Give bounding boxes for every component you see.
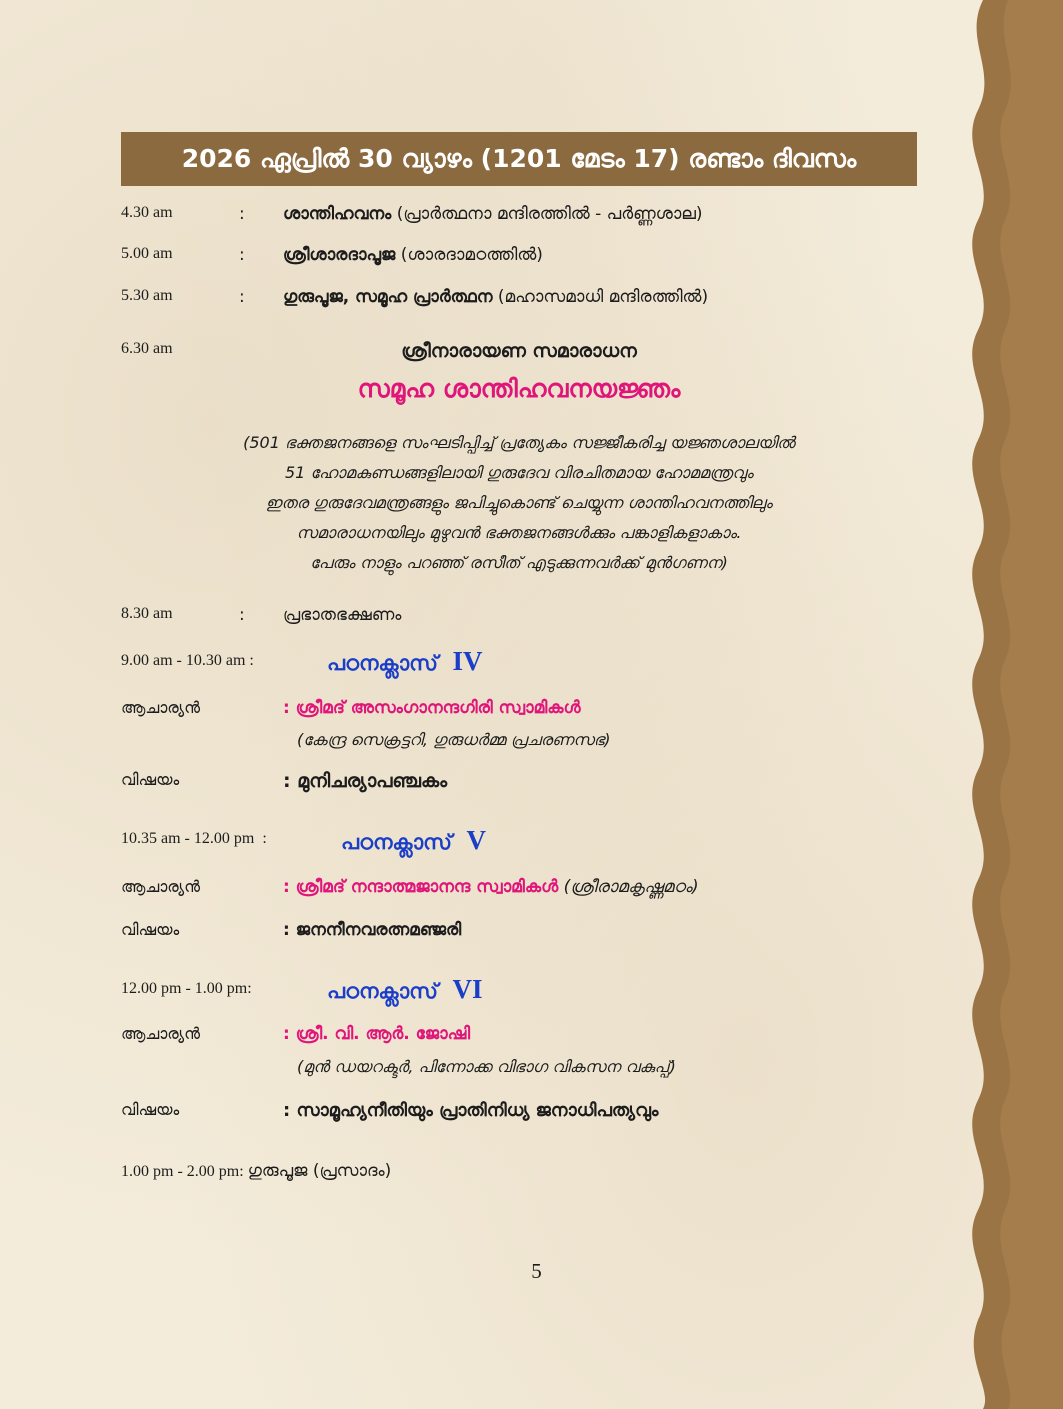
acharya-note: (മുൻ ഡയറക്ടർ, പിന്നോക്ക വിഭാഗ വികസന വകുപ്പ്) <box>297 1057 676 1076</box>
decorative-right-border <box>953 0 1063 1409</box>
note-line: 51 ഹോമകുണ്ഡങ്ങളിലായി ഗുരുദേവ വിരചിതമായ ഹോമമന്ത്രവും <box>284 463 754 482</box>
event-title: ഗുരുപൂജ, സമൂഹ പ്രാർത്ഥന <box>283 287 493 307</box>
acharya-note: (ശ്രീരാമകൃഷ്ണമഠം) <box>563 877 699 897</box>
class-number: VI <box>452 974 483 1004</box>
note-line: പേരും നാളും പറഞ്ഞ് രസീത് എടുക്കുന്നവർക്ക് മുൻഗണന) <box>310 553 728 572</box>
time-label <box>121 1161 391 1181</box>
subject-name: സാമൂഹ്യനീതിയും പ്രാതിനിധ്യ ജനാധിപത്യവും <box>296 1100 659 1121</box>
class-number: V <box>466 825 487 855</box>
colon: : <box>239 245 245 265</box>
colon: : <box>249 652 254 669</box>
colon: : <box>247 980 252 997</box>
acharya-label: ആചാര്യൻ <box>121 877 201 896</box>
subject-text: : സാമൂഹ്യനീതിയും പ്രാതിനിധ്യ ജനാധിപത്യവും <box>283 1100 659 1121</box>
time-label <box>121 652 254 670</box>
colon: : <box>239 605 245 625</box>
acharya-name-text: ശ്രീമദ് അസംഗാനന്ദഗിരി സ്വാമികൾ <box>295 698 581 718</box>
event-text <box>283 204 703 224</box>
time-label <box>121 980 252 998</box>
time-label: 6.30 am <box>121 340 173 357</box>
note-line: ഇതര ഗുരുദേവമന്ത്രങ്ങളും ജപിച്ചുകൊണ്ട് ചെയ്യുന്ന ശാന്തിഹവനത്തിലും <box>265 493 773 512</box>
event-detail: (മഹാസമാധി മന്ദിരത്തിൽ) <box>497 287 709 307</box>
acharya-name: : ശ്രീ. വി. ആർ. ജോഷി <box>283 1024 471 1044</box>
class-number: IV <box>452 646 483 676</box>
page-number: 5 <box>531 1259 542 1283</box>
colon: : <box>239 204 245 224</box>
time-label: 5.00 am <box>121 245 173 262</box>
subject-label: വിഷയം <box>121 1100 180 1119</box>
time-text: 12.00 pm - 1.00 pm <box>121 980 248 997</box>
event-detail: (പ്രാർത്ഥനാ മന്ദിരത്തിൽ - പർണ്ണശാല) <box>396 204 703 224</box>
subject-text: : ജനനീനവരത്നമഞ്ജരി <box>283 920 462 940</box>
subject-label: വിഷയം <box>121 920 180 939</box>
colon: : <box>239 1163 244 1180</box>
acharya-name-text: ശ്രീമദ് നന്ദാത്മജാനന്ദ സ്വാമികൾ <box>295 877 559 897</box>
subject-label: വിഷയം <box>121 770 180 789</box>
event-text <box>283 245 543 265</box>
time-text: 9.00 am - 10.30 am <box>121 652 246 669</box>
acharya-label: ആചാര്യൻ <box>121 698 201 717</box>
samaradhana-subtitle: സമൂഹ ശാന്തിഹവനയജ്ഞം <box>357 374 681 403</box>
colon: : <box>239 287 245 307</box>
class-title <box>341 825 486 856</box>
subject-name: മുനിചര്യാപഞ്ചകം <box>297 770 448 792</box>
samaradhana-note <box>121 428 917 578</box>
day-header: 2026 ഏപ്രിൽ 30 വ്യാഴം (1201 മേടം 17) രണ്ടാം ദിവസം <box>121 132 917 186</box>
class-title <box>327 974 483 1005</box>
colon: : <box>262 830 267 847</box>
acharya-name: : ശ്രീമദ് നന്ദാത്മജാനന്ദ സ്വാമികൾ (ശ്രീരാമകൃഷ്ണമഠം) <box>283 877 699 897</box>
time-label: 5.30 am <box>121 287 173 304</box>
class-label: പഠനക്ലാസ് <box>327 979 438 1003</box>
event-title: പ്രഭാതഭക്ഷണം <box>283 605 402 625</box>
subject-text: : മുനിചര്യാപഞ്ചകം <box>283 770 448 792</box>
acharya-name-text: ശ്രീ. വി. ആർ. ജോഷി <box>295 1024 471 1044</box>
samaradhana-title: ശ്രീനാരായണ സമാരാധന <box>401 340 637 362</box>
time-text: 1.00 pm - 2.00 pm <box>121 1163 240 1180</box>
class-label: പഠനക്ലാസ് <box>327 651 438 675</box>
subject-name: ജനനീനവരത്നമഞ്ജരി <box>295 920 462 940</box>
time-label <box>121 830 267 848</box>
event-title: ശ്രീശാരദാപൂജ <box>283 245 396 265</box>
note-line: സമാരാധനയിലും മുഴുവൻ ഭക്തജനങ്ങൾക്കും പങ്കാളികളാകാം. <box>296 523 742 542</box>
acharya-label: ആചാര്യൻ <box>121 1024 201 1043</box>
event-title: ഗുരുപൂജ (പ്രസാദം) <box>247 1161 392 1181</box>
event-text <box>283 287 708 307</box>
class-title <box>327 646 483 677</box>
acharya-name: : ശ്രീമദ് അസംഗാനന്ദഗിരി സ്വാമികൾ <box>283 698 581 718</box>
class-label: പഠനക്ലാസ് <box>341 830 452 854</box>
time-text: 10.35 am - 12.00 pm <box>121 830 255 847</box>
event-title: ശാന്തിഹവനം <box>283 204 392 224</box>
note-line: (501 ഭക്തജനങ്ങളെ സംഘടിപ്പിച്ച് പ്രത്യേകം സജ്ജീകരിച്ച യജ്ഞശാലയിൽ <box>243 433 795 452</box>
time-label: 4.30 am <box>121 204 173 221</box>
event-detail: (ശാരദാമഠത്തിൽ) <box>400 245 543 265</box>
time-label: 8.30 am <box>121 605 173 622</box>
acharya-note: (കേന്ദ്ര സെക്രട്ടറി, ഗുരുധർമ്മ പ്രചരണസഭ) <box>297 730 611 749</box>
